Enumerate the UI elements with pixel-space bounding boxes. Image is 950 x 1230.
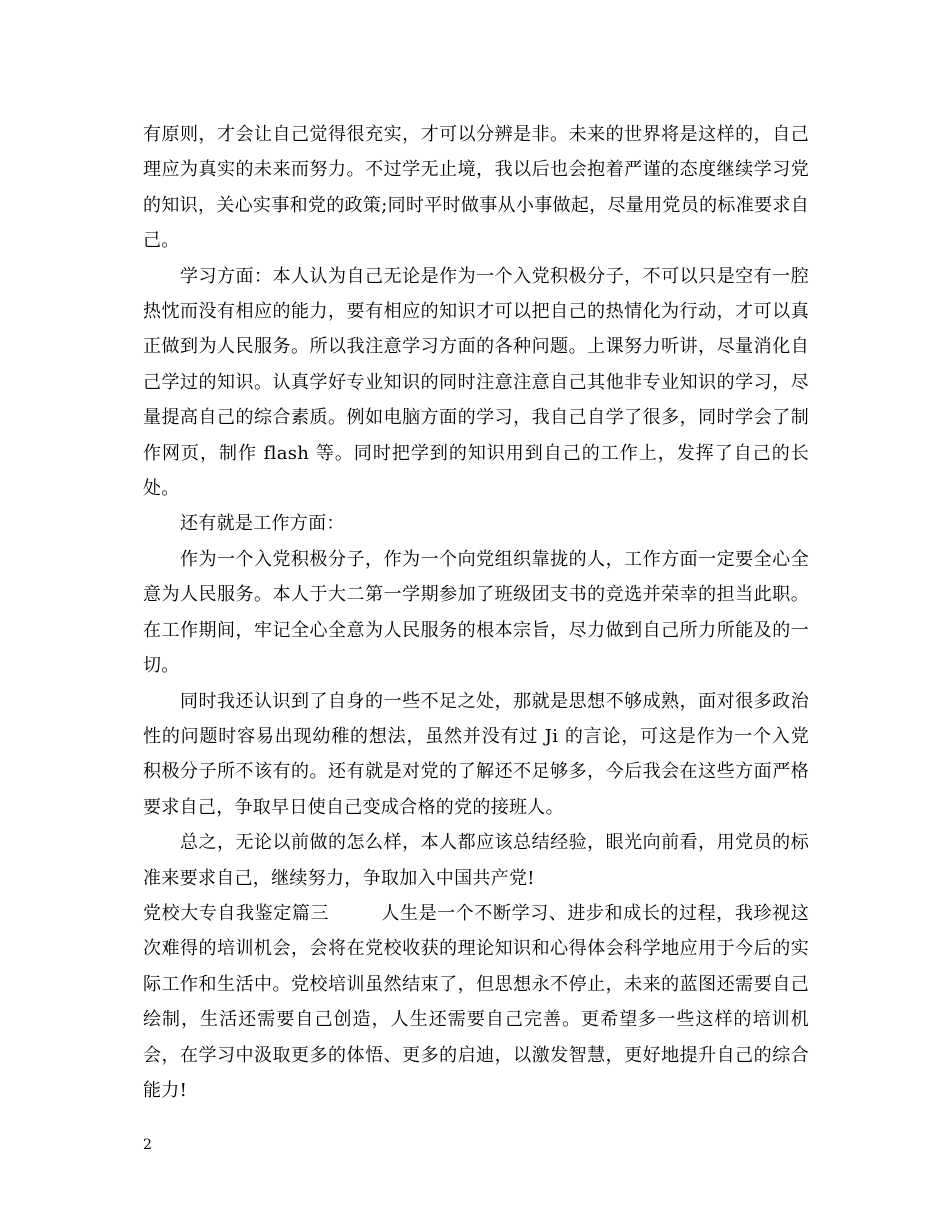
page-number: 2 <box>143 1137 152 1153</box>
paragraph-1: 有原则，才会让自己觉得很充实，才可以分辨是非。未来的世界将是这样的，自己理应为真实的未来而努力。不过学无止境，我以后也会抱着严谨的态度继续学习党的知识，关心实事和党的政策;同时平时做事从小事做起，尽量用党员的标准要求自己。 <box>143 124 809 252</box>
paragraph-study: 学习方面：本人认为自己无论是作为一个入党积极分子，不可以只是空有一腔热忱而没有相应的能力，要有相应的知识才可以把自己的热情化为行动，才可以真正做到为人民服务。所以我注意学习方面的各种问题。上课努力听讲，尽量消化自己学过的知识。认真学好专业知识的同时注意注意自己其他非专业知识的学习，尽量提高自己的综合素质。例如电脑方面的学习，我自己自学了很多，同时学会了制作网页，制作 flash 等。同时把学到的知识用到自己的工作上，发挥了自己的长处。 <box>143 265 809 500</box>
paragraph-shortcomings: 同时我还认识到了自身的一些不足之处，那就是思想不够成熟，面对很多政治性的问题时容易出现幼稚的想法，虽然并没有过 Ji 的言论，可这是作为一个入党积极分子所不该有的。还有就是对党的了解还不足够多，今后我会在这些方面严格要求自己，争取早日使自己变成合格的党的接班人。 <box>143 690 809 818</box>
paragraph-work-intro: 还有就是工作方面： <box>180 513 345 535</box>
paragraph-conclusion: 总之，无论以前做的怎么样，本人都应该总结经验，眼光向前看，用党员的标准来要求自己，继续努力，争取加入中国共产党! <box>143 832 809 889</box>
section-text: 人生是一个不断学习、进步和成长的过程，我珍视这次难得的培训机会，会将在党校收获的理论知识和心得体会科学地应用于今后的实际工作和生活中。党校培训虽然结束了，但思想永不停止，未来的蓝图还需要自己绘制，生活还需要自己创造，人生还需要自己完善。更希望多一些这样的培训机会，在学习中汲取更多的体悟、更多的启迪，以激发智慧，更好地提升自己的综合能力! <box>143 902 809 1101</box>
paragraph-work: 作为一个入党积极分子，作为一个向党组织靠拢的人，工作方面一定要全心全意为人民服务。本人于大二第一学期参加了班级团支书的竞选并荣幸的担当此职。在工作期间，牢记全心全意为人民服务的根本宗旨，尽力做到自己所力所能及的一切。 <box>143 548 809 677</box>
document-body <box>143 117 809 1108</box>
section-paragraph <box>143 896 809 1108</box>
section-heading: 党校大专自我鉴定篇三 <box>143 902 330 924</box>
